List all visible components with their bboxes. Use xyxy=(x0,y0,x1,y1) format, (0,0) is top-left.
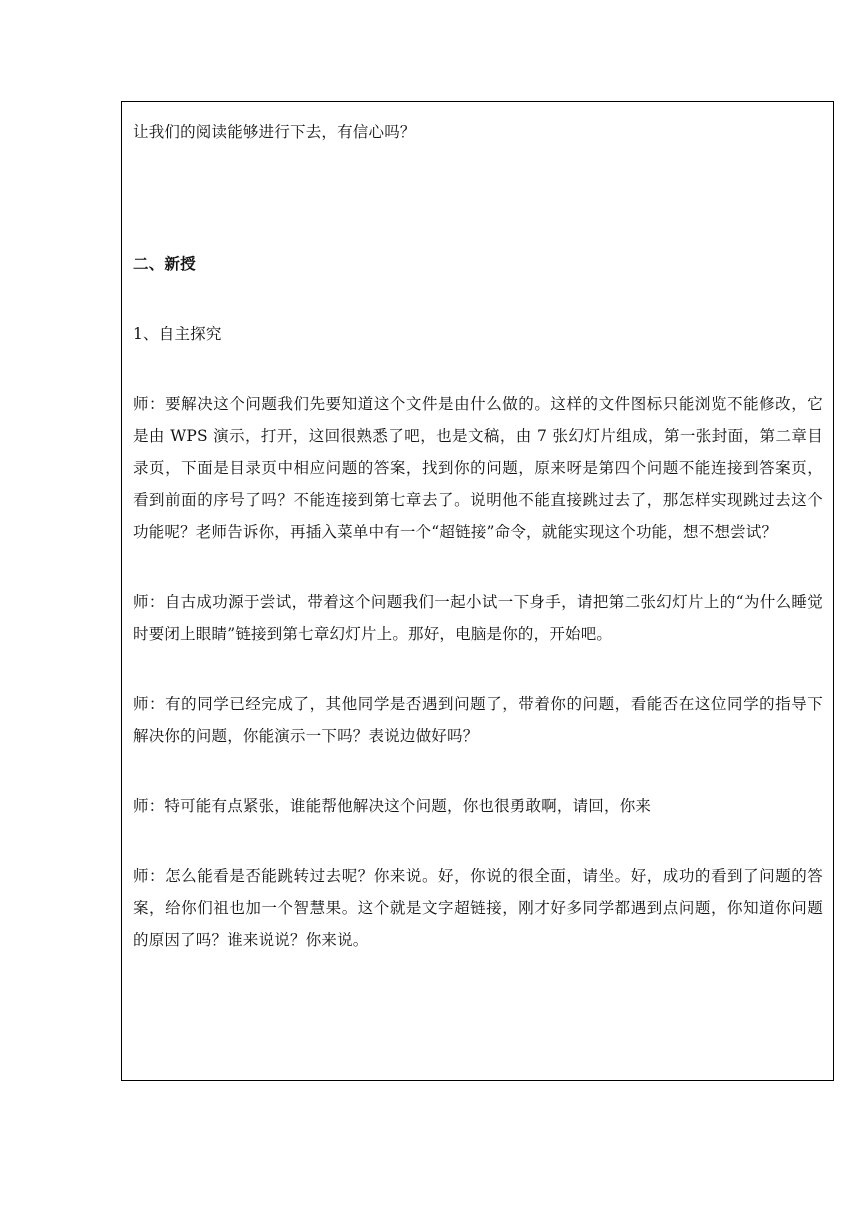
paragraph-teacher-demo: 师：有的同学已经完成了，其他同学是否遇到问题了，带着你的问题，看能否在这位同学的指导下解决你的问题，你能演示一下吗？表说边做好吗？ xyxy=(133,695,823,745)
spacer xyxy=(133,280,823,318)
subheading-self-exploration: 1、自主探究 xyxy=(133,325,222,343)
spacer xyxy=(133,148,823,248)
spacer xyxy=(133,350,823,388)
spacer xyxy=(133,548,823,586)
paragraph-teacher-explanation: 师：要解决这个问题我们先要知道这个文件是由什么做的。这样的文件图标只能浏览不能修改，它是由 WPS 演示，打开，这回很熟悉了吧，也是文稿，由 7 张幻灯片组成，第一张封面，第二章目录页，下面是目录页中相应问题的答案，找到你的问题，原来呀是第四个问题不能连接到答案页，看到前面的序号了吗？不能连接到第七章去了。说明他不能直接跳过去了，那怎样实现跳过去这个功能呢？老师告诉你，再插入菜单中有一个“超链接”命令，就能实现这个功能，想不想尝试？ xyxy=(133,395,823,541)
paragraph-confidence: 让我们的阅读能够进行下去，有信心吗？ xyxy=(133,123,416,141)
spacer xyxy=(133,822,823,860)
spacer xyxy=(133,650,823,688)
lesson-content xyxy=(133,116,823,956)
lesson-table-cell xyxy=(121,101,834,1081)
paragraph-teacher-summary: 师：怎么能看是否能跳转过去呢？你来说。好，你说的很全面，请坐。好，成功的看到了问题的答案，给你们祖也加一个智慧果。这个就是文字超链接，刚才好多同学都遇到点问题，你知道你问题的原因了吗？谁来说说？你来说。 xyxy=(133,867,823,949)
paragraph-teacher-task: 师：自古成功源于尝试，带着这个问题我们一起小试一下身手，请把第二张幻灯片上的“为什么睡觉时要闭上眼睛”链接到第七章幻灯片上。那好，电脑是你的，开始吧。 xyxy=(133,593,823,643)
paragraph-teacher-help: 师：特可能有点紧张，谁能帮他解决这个问题，你也很勇敢啊，请回，你来 xyxy=(133,797,652,815)
section-heading-new-lesson: 二、新授 xyxy=(133,255,196,273)
spacer xyxy=(133,752,823,790)
